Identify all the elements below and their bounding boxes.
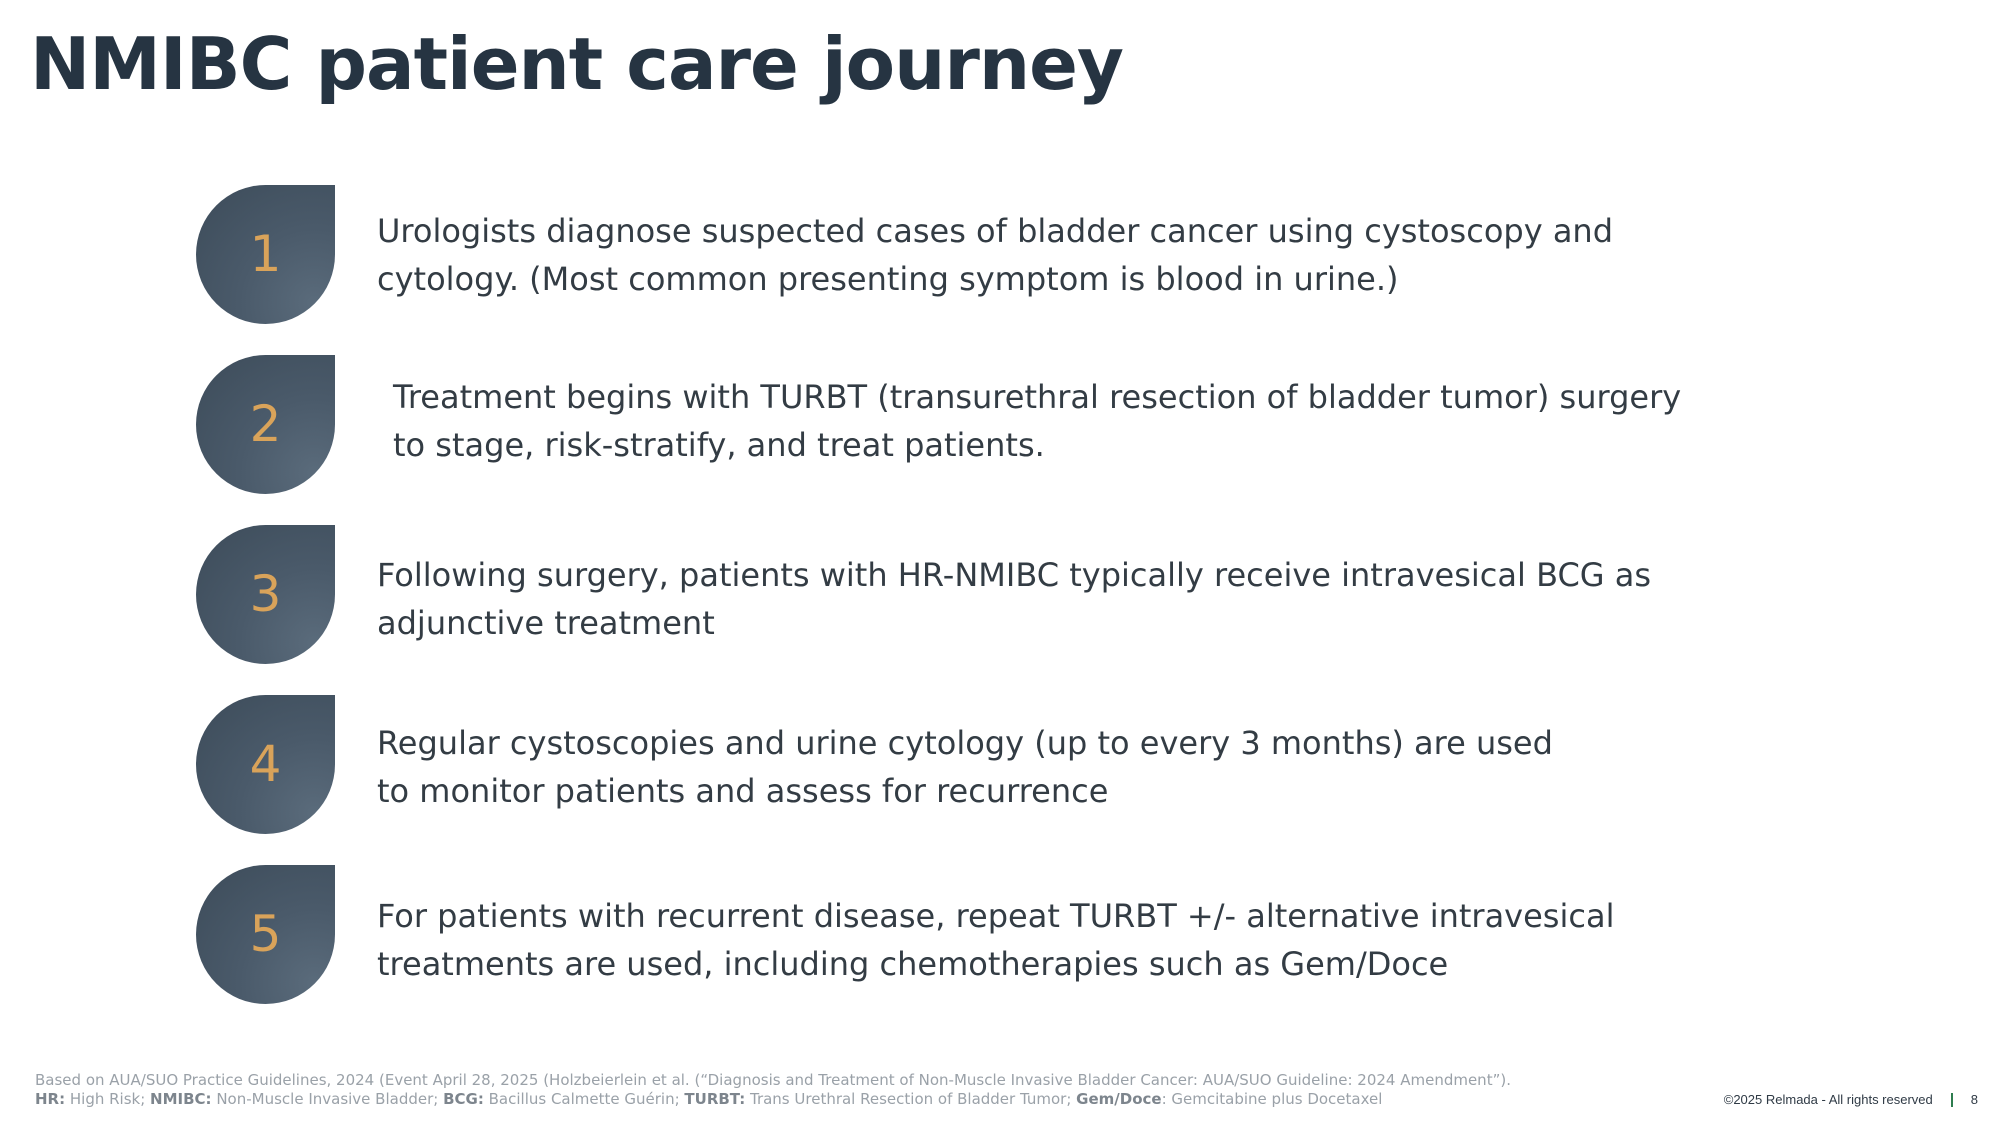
abbr-def: Trans Urethral Resection of Bladder Tumor; (745, 1090, 1077, 1108)
step-2 (0, 355, 2000, 495)
step-text-line: Regular cystoscopies and urine cytology (up to every 3 months) are used (377, 724, 1553, 762)
step-text (377, 551, 1797, 647)
step-text-line: Urologists diagnose suspected cases of bladder cancer using cystoscopy and (377, 212, 1614, 250)
abbr-term: Gem/Doce (1076, 1090, 1162, 1108)
abbr-def: Non-Muscle Invasive Bladder; (211, 1090, 444, 1108)
abbr-def: Bacillus Calmette Guérin; (483, 1090, 685, 1108)
step-5 (0, 865, 2000, 1005)
abbr-def: : Gemcitabine plus Docetaxel (1161, 1090, 1383, 1108)
footnote-abbreviations (35, 1090, 1511, 1109)
step-text-line: to monitor patients and assess for recurrence (377, 772, 1109, 810)
abbr-def: High Risk; (65, 1090, 151, 1108)
footnote-source: Based on AUA/SUO Practice Guidelines, 2024 (Event April 28, 2025 (Holzbeierlein et al. (“Diagnosis and Treatment of Non-Muscle Invasive Bladder Cancer: AUA/SUO Guideline: 2024 Amendment”). (35, 1071, 1511, 1089)
abbr-term: TURBT: (684, 1090, 746, 1108)
step-badge (196, 865, 335, 1004)
footnote (35, 1071, 1511, 1109)
step-text-line: Following surgery, patients with HR-NMIBC typically receive intravesical BCG as (377, 556, 1652, 594)
step-4 (0, 695, 2000, 835)
step-text-line: Treatment begins with TURBT (transurethral resection of bladder tumor) surgery (393, 378, 1682, 416)
step-text (377, 892, 1797, 988)
step-text-line: treatments are used, including chemotherapies such as Gem/Doce (377, 945, 1449, 983)
step-number: 2 (249, 395, 282, 453)
copyright-text: ©2025 Relmada - All rights reserved (1723, 1092, 1933, 1107)
step-badge (196, 695, 335, 834)
step-text-line: cytology. (Most common presenting symptom is blood in urine.) (377, 260, 1399, 298)
step-number: 5 (249, 905, 282, 963)
step-text-line: adjunctive treatment (377, 604, 715, 642)
slide-footer (1724, 1092, 1978, 1107)
step-number: 4 (249, 735, 282, 793)
step-badge (196, 525, 335, 664)
footer-separator (1951, 1093, 1953, 1107)
step-text-line: For patients with recurrent disease, repeat TURBT +/- alternative intravesical (377, 897, 1615, 935)
step-text-line: to stage, risk-stratify, and treat patients. (393, 426, 1045, 464)
step-badge (196, 185, 335, 324)
page-number: 8 (1970, 1092, 1978, 1107)
step-1 (0, 185, 2000, 325)
step-3 (0, 525, 2000, 665)
step-text (393, 373, 1813, 469)
abbr-term: HR: (35, 1090, 66, 1108)
slide-title: NMIBC patient care journey (30, 22, 1123, 106)
step-badge (196, 355, 335, 494)
abbr-term: NMIBC: (150, 1090, 212, 1108)
step-text (377, 719, 1797, 815)
step-number: 1 (249, 225, 282, 283)
step-text (377, 207, 1797, 303)
step-number: 3 (249, 565, 282, 623)
abbr-term: BCG: (443, 1090, 484, 1108)
